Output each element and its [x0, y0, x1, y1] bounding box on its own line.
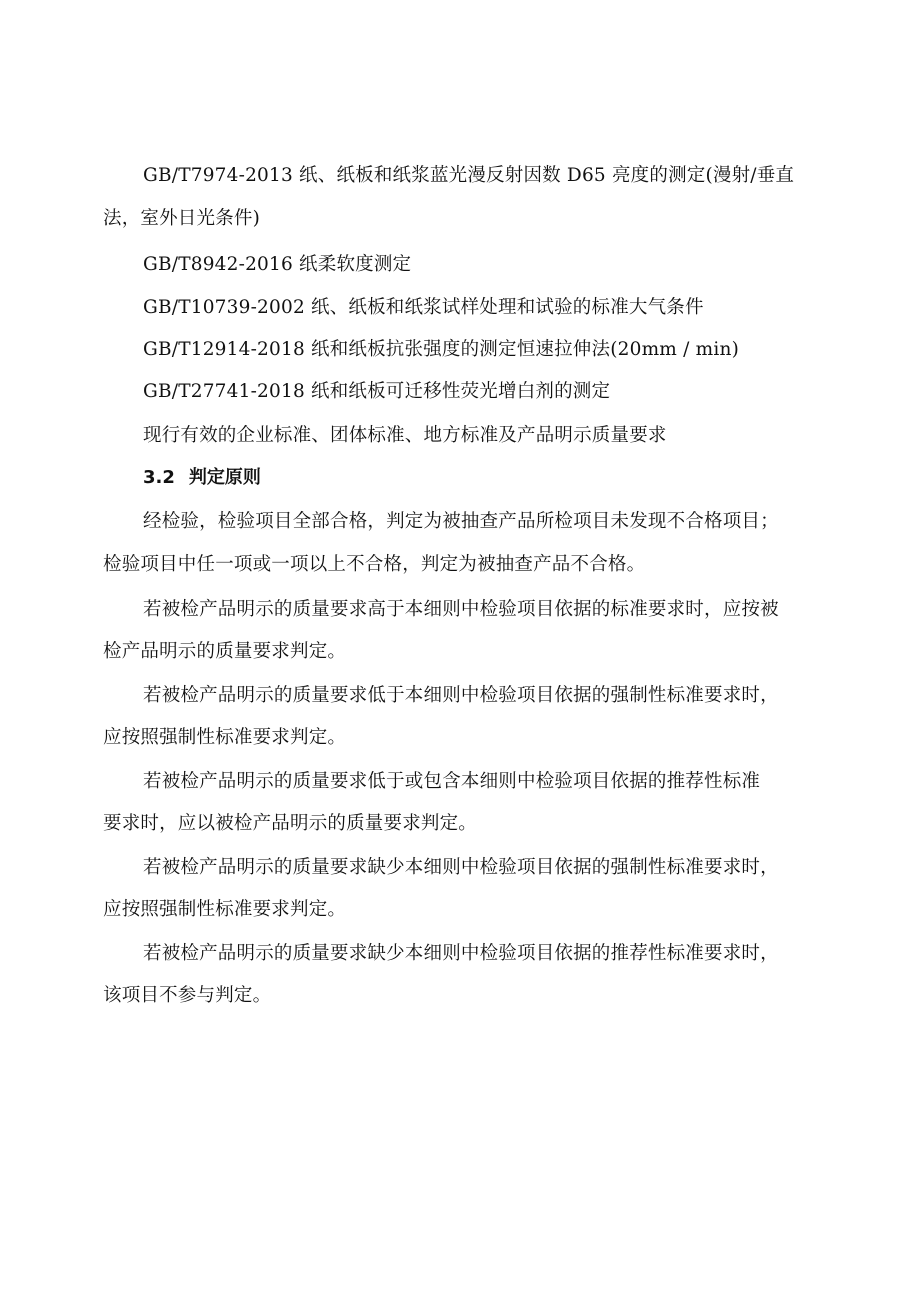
- paragraph-line: 经检验，检验项目全部合格，判定为被抽查产品所检项目未发现不合格项目；: [143, 511, 779, 532]
- paragraph-line: 若被检产品明示的质量要求低于或包含本细则中检验项目依据的推荐性标准: [143, 771, 761, 792]
- paragraph-line: 若被检产品明示的质量要求缺少本细则中检验项目依据的强制性标准要求时，: [143, 857, 779, 878]
- standard-line: GB/T7974-2013 纸、纸板和纸浆蓝光漫反射因数 D65 亮度的测定(漫射/垂直: [143, 165, 795, 186]
- paragraph-line: 若被检产品明示的质量要求高于本细则中检验项目依据的标准要求时，应按被: [143, 599, 779, 620]
- standard-line: GB/T8942-2016 纸柔软度测定: [143, 254, 412, 275]
- standard-line: GB/T12914-2018 纸和纸板抗张强度的测定恒速拉伸法(20mm / min): [143, 339, 740, 360]
- standard-line: GB/T27741-2018 纸和纸板可迁移性荧光增白剂的测定: [143, 381, 611, 402]
- paragraph-line: 若被检产品明示的质量要求缺少本细则中检验项目依据的推荐性标准要求时，: [143, 943, 779, 964]
- paragraph-line-continuation: 检验项目中任一项或一项以上不合格，判定为被抽查产品不合格。: [103, 554, 646, 575]
- paragraph-line-continuation: 应按照强制性标准要求判定。: [103, 899, 347, 920]
- paragraph-line-continuation: 该项目不参与判定。: [103, 985, 272, 1006]
- section-number: 3.2: [143, 467, 175, 488]
- section-title: 判定原则: [188, 467, 261, 488]
- standard-line: GB/T10739-2002 纸、纸板和纸浆试样处理和试验的标准大气条件: [143, 297, 704, 318]
- paragraph-line-continuation: 检产品明示的质量要求判定。: [103, 641, 347, 662]
- paragraph-line-continuation: 应按照强制性标准要求判定。: [103, 727, 347, 748]
- section-heading: [143, 466, 261, 490]
- standard-line: 现行有效的企业标准、团体标准、地方标准及产品明示质量要求: [143, 425, 667, 446]
- paragraph-line: 若被检产品明示的质量要求低于本细则中检验项目依据的强制性标准要求时，: [143, 685, 779, 706]
- paragraph-line-continuation: 要求时，应以被检产品明示的质量要求判定。: [103, 813, 478, 834]
- standard-line-continuation: 法，室外日光条件): [103, 208, 261, 229]
